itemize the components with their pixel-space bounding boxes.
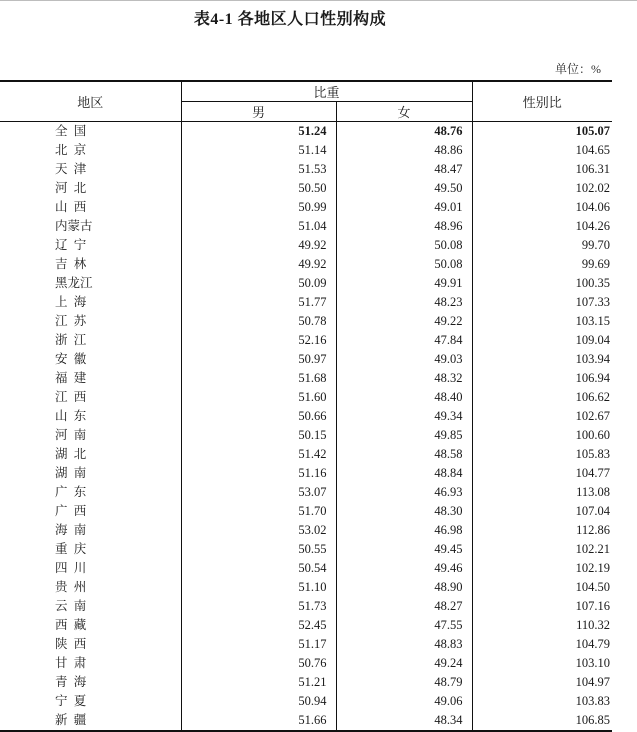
sex-ratio-cell: 103.15 [575, 314, 611, 328]
male-share-cell: 52.16 [181, 331, 336, 350]
sex-ratio-cell: 107.16 [575, 599, 611, 613]
header-share: 比重 [181, 81, 472, 102]
sex-ratio-cell: 103.10 [575, 656, 611, 670]
table-row [0, 521, 612, 540]
table-row [0, 236, 612, 255]
region-cell: 宁 夏 [0, 692, 181, 711]
sex-ratio-cell: 113.08 [576, 485, 611, 499]
sex-ratio-cell: 99.69 [581, 257, 611, 271]
table-row [0, 369, 612, 388]
region-cell: 陕 西 [0, 635, 181, 654]
male-share-cell: 51.68 [181, 369, 336, 388]
sex-ratio-cell: 102.21 [575, 542, 611, 556]
male-share-cell: 51.17 [181, 635, 336, 654]
male-share-cell: 51.21 [181, 673, 336, 692]
region-cell: 重 庆 [0, 540, 181, 559]
female-share-cell: 49.45 [336, 540, 472, 559]
region-cell: 青 海 [0, 673, 181, 692]
sex-ratio-cell: 99.70 [581, 238, 611, 252]
female-share-cell: 48.79 [336, 673, 472, 692]
female-share-cell: 49.06 [336, 692, 472, 711]
region-cell: 辽 宁 [0, 236, 181, 255]
region-cell: 湖 北 [0, 445, 181, 464]
region-cell: 海 南 [0, 521, 181, 540]
male-share-cell: 52.45 [181, 616, 336, 635]
male-share-cell: 50.76 [181, 654, 336, 673]
table-row [0, 483, 612, 502]
male-share-cell: 53.02 [181, 521, 336, 540]
region-cell: 吉 林 [0, 255, 181, 274]
female-share-cell: 48.32 [336, 369, 472, 388]
female-share-cell: 48.47 [336, 160, 472, 179]
table-row [0, 407, 612, 426]
female-share-cell: 49.85 [336, 426, 472, 445]
table-row [0, 635, 612, 654]
male-share-cell: 49.92 [181, 236, 336, 255]
table-row [0, 711, 612, 731]
region-cell: 江 苏 [0, 312, 181, 331]
female-share-cell: 46.98 [336, 521, 472, 540]
sex-ratio-cell: 103.94 [575, 352, 611, 366]
region-cell: 安 徽 [0, 350, 181, 369]
table-row [0, 445, 612, 464]
male-share-cell: 50.50 [181, 179, 336, 198]
male-share-cell: 51.53 [181, 160, 336, 179]
region-cell: 福 建 [0, 369, 181, 388]
table-title: 表4-1 各地区人口性别构成 [193, 11, 387, 28]
male-share-cell: 50.94 [181, 692, 336, 711]
male-share-cell: 51.60 [181, 388, 336, 407]
table-row [0, 616, 612, 635]
table-row [0, 179, 612, 198]
male-share-cell: 51.77 [181, 293, 336, 312]
female-share-cell: 48.96 [336, 217, 472, 236]
male-share-cell: 50.66 [181, 407, 336, 426]
sex-ratio-cell: 106.31 [575, 162, 611, 176]
sex-ratio-cell: 110.32 [576, 618, 611, 632]
table-row [0, 312, 612, 331]
female-share-cell: 50.08 [336, 255, 472, 274]
female-share-cell: 48.90 [336, 578, 472, 597]
female-share-cell: 48.34 [336, 711, 472, 731]
region-cell: 全 国 [0, 122, 181, 142]
male-share-cell: 51.70 [181, 502, 336, 521]
sex-ratio-cell: 107.04 [575, 504, 611, 518]
female-share-cell: 47.84 [336, 331, 472, 350]
sex-ratio-cell: 102.67 [575, 409, 611, 423]
male-share-cell: 51.16 [181, 464, 336, 483]
male-share-cell: 50.09 [181, 274, 336, 293]
sex-ratio-cell: 104.79 [575, 637, 611, 651]
female-share-cell: 48.86 [336, 141, 472, 160]
sex-composition-table [0, 80, 612, 732]
region-cell: 云 南 [0, 597, 181, 616]
region-cell: 西 藏 [0, 616, 181, 635]
sex-ratio-cell: 104.97 [575, 675, 611, 689]
table-row [0, 597, 612, 616]
male-share-cell: 51.24 [181, 122, 336, 142]
table-row [0, 198, 612, 217]
female-share-cell: 48.84 [336, 464, 472, 483]
sex-ratio-cell: 104.06 [575, 200, 611, 214]
male-share-cell: 50.99 [181, 198, 336, 217]
table-row [0, 122, 612, 142]
male-share-cell: 51.73 [181, 597, 336, 616]
header-male: 男 [181, 102, 336, 122]
table-row [0, 464, 612, 483]
female-share-cell: 49.24 [336, 654, 472, 673]
female-share-cell: 49.91 [336, 274, 472, 293]
region-cell: 江 西 [0, 388, 181, 407]
male-share-cell: 50.97 [181, 350, 336, 369]
table-row [0, 692, 612, 711]
female-share-cell: 49.22 [336, 312, 472, 331]
region-cell: 贵 州 [0, 578, 181, 597]
male-share-cell: 51.14 [181, 141, 336, 160]
male-share-cell: 51.04 [181, 217, 336, 236]
sex-ratio-cell: 105.07 [575, 124, 611, 138]
female-share-cell: 49.50 [336, 179, 472, 198]
table-row [0, 255, 612, 274]
male-share-cell: 51.66 [181, 711, 336, 731]
sex-ratio-cell: 106.62 [575, 390, 611, 404]
female-share-cell: 49.03 [336, 350, 472, 369]
sex-ratio-cell: 106.85 [575, 713, 611, 727]
sex-ratio-cell: 104.50 [575, 580, 611, 594]
unit-label: 单位：% [555, 62, 601, 76]
region-cell: 黑龙江 [0, 274, 181, 293]
male-share-cell: 49.92 [181, 255, 336, 274]
header-sex-ratio: 性别比 [472, 81, 612, 122]
sex-ratio-cell: 102.19 [575, 561, 611, 575]
table-row [0, 559, 612, 578]
female-share-cell: 48.27 [336, 597, 472, 616]
female-share-cell: 49.46 [336, 559, 472, 578]
region-cell: 湖 南 [0, 464, 181, 483]
region-cell: 甘 肃 [0, 654, 181, 673]
male-share-cell: 50.55 [181, 540, 336, 559]
sex-ratio-cell: 100.60 [575, 428, 611, 442]
table-row [0, 350, 612, 369]
region-cell: 浙 江 [0, 331, 181, 350]
female-share-cell: 46.93 [336, 483, 472, 502]
table-row [0, 293, 612, 312]
header-female: 女 [336, 102, 472, 122]
sex-ratio-cell: 104.65 [575, 143, 611, 157]
sex-ratio-cell: 106.94 [575, 371, 611, 385]
table-row [0, 217, 612, 236]
female-share-cell: 49.34 [336, 407, 472, 426]
region-cell: 广 东 [0, 483, 181, 502]
table-row [0, 578, 612, 597]
sex-ratio-cell: 109.04 [575, 333, 611, 347]
sex-ratio-cell: 103.83 [575, 694, 611, 708]
female-share-cell: 48.30 [336, 502, 472, 521]
female-share-cell: 50.08 [336, 236, 472, 255]
female-share-cell: 47.55 [336, 616, 472, 635]
region-cell: 河 南 [0, 426, 181, 445]
male-share-cell: 53.07 [181, 483, 336, 502]
male-share-cell: 50.78 [181, 312, 336, 331]
page-top-edge [0, 0, 637, 1]
sex-ratio-cell: 107.33 [575, 295, 611, 309]
region-cell: 山 东 [0, 407, 181, 426]
table-row [0, 141, 612, 160]
region-cell: 北 京 [0, 141, 181, 160]
female-share-cell: 48.76 [336, 122, 472, 142]
male-share-cell: 50.54 [181, 559, 336, 578]
sex-ratio-cell: 100.35 [575, 276, 611, 290]
sex-ratio-cell: 104.77 [575, 466, 611, 480]
table-row [0, 502, 612, 521]
female-share-cell: 48.83 [336, 635, 472, 654]
region-cell: 河 北 [0, 179, 181, 198]
region-cell: 广 西 [0, 502, 181, 521]
region-cell: 内蒙古 [0, 217, 181, 236]
female-share-cell: 49.01 [336, 198, 472, 217]
table-row [0, 673, 612, 692]
table-row [0, 160, 612, 179]
region-cell: 天 津 [0, 160, 181, 179]
region-cell: 上 海 [0, 293, 181, 312]
female-share-cell: 48.40 [336, 388, 472, 407]
region-cell: 四 川 [0, 559, 181, 578]
male-share-cell: 51.10 [181, 578, 336, 597]
sex-ratio-cell: 105.83 [575, 447, 611, 461]
table-row [0, 540, 612, 559]
female-share-cell: 48.58 [336, 445, 472, 464]
table-row [0, 426, 612, 445]
male-share-cell: 51.42 [181, 445, 336, 464]
sex-ratio-cell: 102.02 [575, 181, 611, 195]
male-share-cell: 50.15 [181, 426, 336, 445]
sex-ratio-cell: 104.26 [575, 219, 611, 233]
sex-ratio-cell: 112.86 [576, 523, 611, 537]
region-cell: 新 疆 [0, 711, 181, 731]
table-row [0, 654, 612, 673]
region-cell: 山 西 [0, 198, 181, 217]
table-row [0, 388, 612, 407]
table-body [0, 122, 612, 732]
table-row [0, 331, 612, 350]
table-row [0, 274, 612, 293]
header-region: 地区 [0, 81, 181, 122]
female-share-cell: 48.23 [336, 293, 472, 312]
